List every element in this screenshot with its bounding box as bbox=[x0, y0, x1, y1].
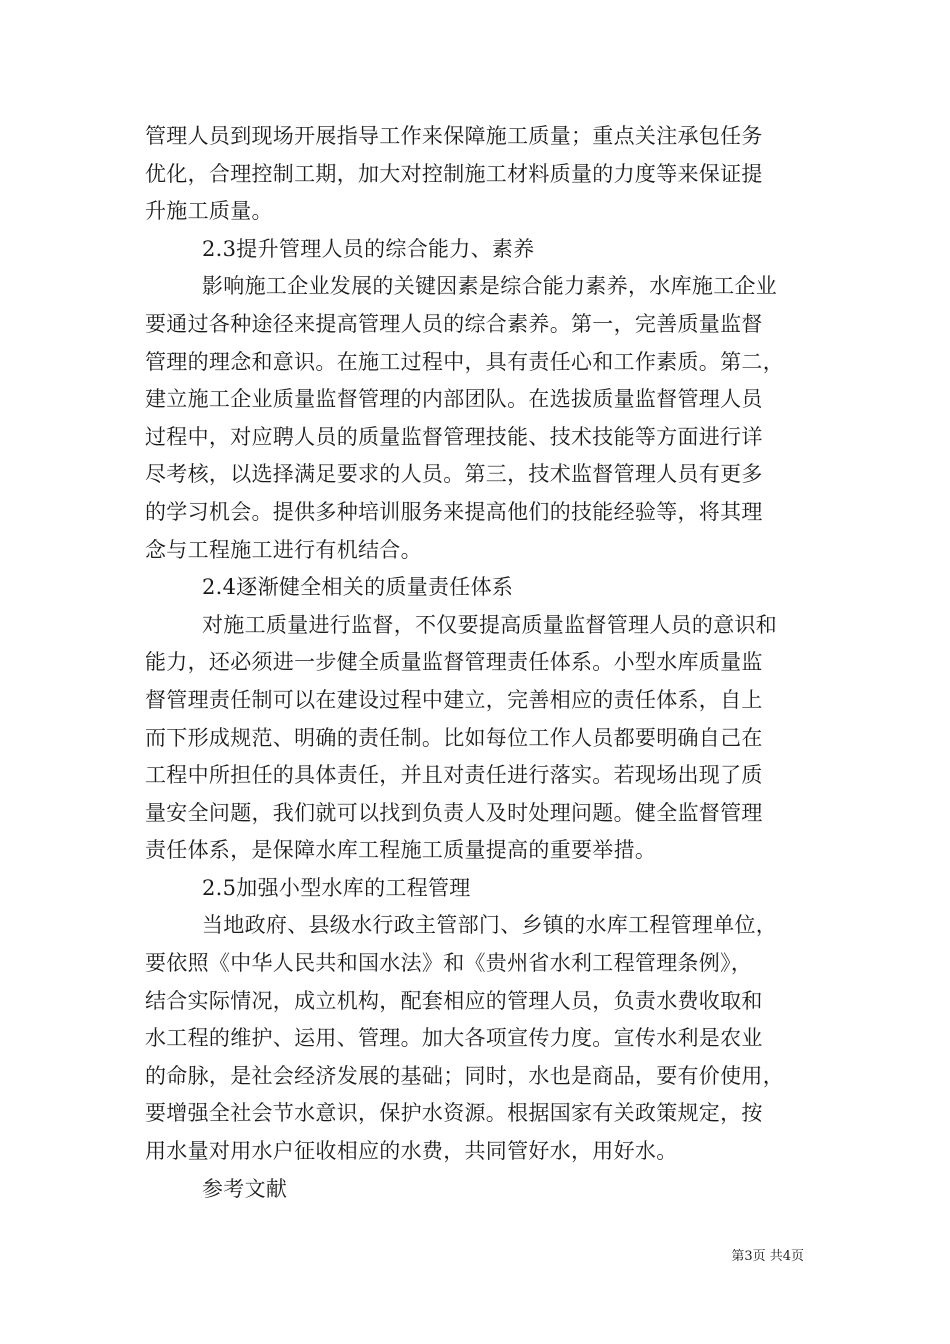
body-text-line: 优化，合理控制工期，加大对控制施工材料质量的力度等来保证提 bbox=[145, 161, 763, 186]
body-text-line: 尽考核，以选择满足要求的人员。第三，技术监督管理人员有更多 bbox=[145, 462, 763, 487]
page-number-footer: 第3页 共4页 bbox=[731, 1249, 804, 1264]
body-text-line: 责任体系，是保障水库工程施工质量提高的重要举措。 bbox=[145, 838, 657, 863]
body-text-line: 能力，还必须进一步健全质量监督管理责任体系。小型水库质量监 bbox=[145, 650, 763, 675]
body-text-line: 要通过各种途径来提高管理人员的综合素养。第一，完善质量监督 bbox=[145, 311, 763, 336]
paragraph-start: 当地政府、县级水行政主管部门、乡镇的水库工程管理单位， bbox=[202, 913, 778, 938]
body-text-line: 管理人员到现场开展指导工作来保障施工质量；重点关注承包任务 bbox=[145, 124, 763, 148]
section-heading-2-3: 2.3提升管理人员的综合能力、素养 bbox=[202, 236, 535, 261]
document-body bbox=[145, 118, 815, 1208]
body-text-line: 管理的理念和意识。在施工过程中，具有责任心和工作素质。第二， bbox=[145, 349, 784, 374]
body-text-line: 念与工程施工进行有机结合。 bbox=[145, 537, 422, 562]
body-text-line: 水工程的维护、运用、管理。加大各项宣传力度。宣传水利是农业 bbox=[145, 1026, 763, 1051]
body-text-line: 过程中，对应聘人员的质量监督管理技能、技术技能等方面进行详 bbox=[145, 424, 763, 449]
body-text-line: 升施工质量。 bbox=[145, 199, 273, 224]
body-text-line: 建立施工企业质量监督管理的内部团队。在选拔质量监督管理人员 bbox=[145, 387, 763, 412]
body-text-line: 的学习机会。提供多种培训服务来提高他们的技能经验等，将其理 bbox=[145, 499, 763, 524]
body-text-line: 用水量对用水户征收相应的水费，共同管好水，用好水。 bbox=[145, 1139, 678, 1164]
body-text-line: 督管理责任制可以在建设过程中建立，完善相应的责任体系，自上 bbox=[145, 687, 763, 712]
body-text-line: 的命脉，是社会经济发展的基础；同时，水也是商品，要有价使用， bbox=[145, 1063, 784, 1088]
body-text-line: 工程中所担任的具体责任，并且对责任进行落实。若现场出现了质 bbox=[145, 763, 763, 788]
body-text-line: 要增强全社会节水意识，保护水资源。根据国家有关政策规定，按 bbox=[145, 1101, 763, 1126]
body-text-line: 要依照《中华人民共和国水法》和《贵州省水利工程管理条例》， bbox=[145, 951, 753, 976]
section-heading-2-4: 2.4逐渐健全相关的质量责任体系 bbox=[202, 575, 514, 600]
paragraph-start: 对施工质量进行监督，不仅要提高质量监督管理人员的意识和 bbox=[202, 612, 778, 637]
body-text-line: 结合实际情况，成立机构，配套相应的管理人员，负责水费收取和 bbox=[145, 988, 763, 1013]
body-text-line: 而下形成规范、明确的责任制。比如每位工作人员都要明确自己在 bbox=[145, 725, 763, 750]
references-heading: 参考文献 bbox=[202, 1176, 288, 1201]
section-heading-2-5: 2.5加强小型水库的工程管理 bbox=[202, 875, 471, 900]
paragraph-start: 影响施工企业发展的关键因素是综合能力素养，水库施工企业 bbox=[202, 274, 778, 299]
body-text-line: 量安全问题，我们就可以找到负责人及时处理问题。健全监督管理 bbox=[145, 800, 763, 825]
